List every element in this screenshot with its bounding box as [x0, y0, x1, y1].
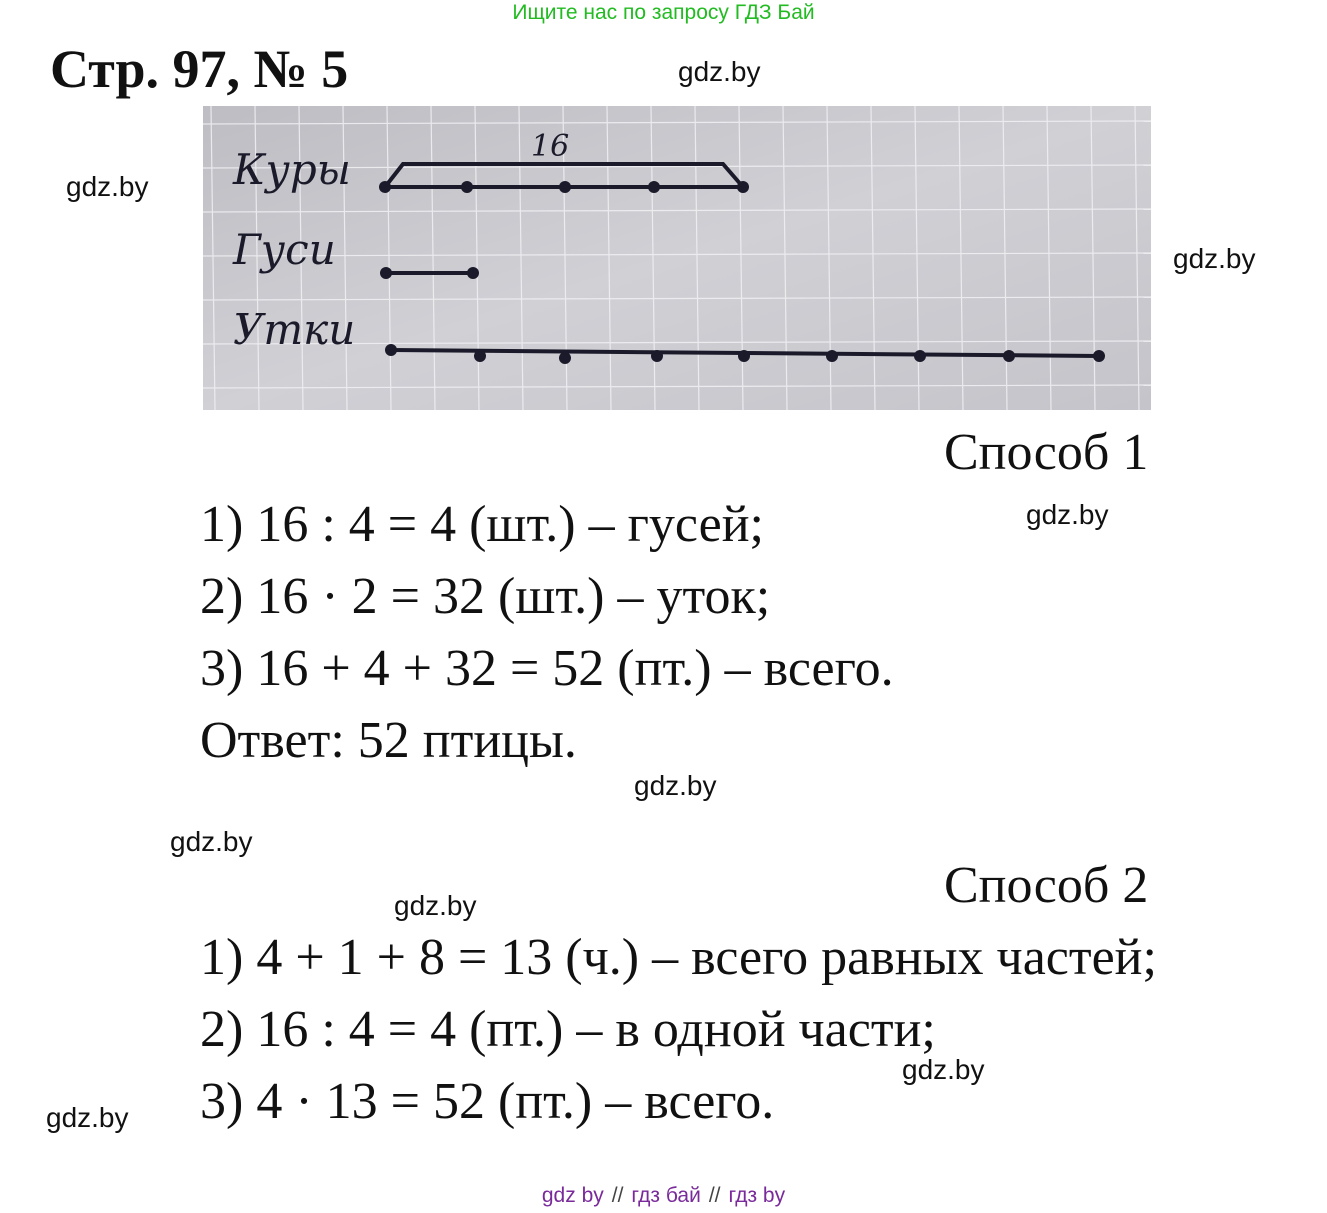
method2-step1: 1) 4 + 1 + 8 = 13 (ч.) – всего равных частей; — [200, 929, 1157, 986]
label-ducks: Утки — [233, 305, 356, 354]
notebook-photo — [203, 106, 1151, 410]
footer-link-gdz-by-ru[interactable]: гдз by — [728, 1184, 786, 1207]
watermark: gdz.by — [46, 1102, 129, 1133]
method2-step3: 3) 4 · 13 = 52 (пт.) – всего. — [200, 1073, 775, 1130]
watermark: gdz.by — [394, 890, 477, 921]
page-title: Стр. 97, № 5 — [50, 39, 349, 99]
label-chickens: Куры — [233, 145, 351, 194]
footer-separator: // — [611, 1184, 624, 1207]
watermark: gdz.by — [66, 171, 149, 202]
method1-step2: 2) 16 · 2 = 32 (шт.) – уток; — [200, 568, 771, 625]
method2-step2: 2) 16 : 4 = 4 (пт.) – в одной части; — [200, 1001, 936, 1058]
method2-title: Способ 2 — [944, 857, 1149, 914]
watermark: gdz.by — [170, 826, 253, 857]
watermark: gdz.by — [902, 1054, 985, 1085]
watermark: gdz.by — [634, 770, 717, 801]
footer-link-gdz-bai[interactable]: гдз бай — [631, 1184, 701, 1207]
search-banner[interactable]: Ищите нас по запросу ГДЗ Бай — [512, 1, 815, 24]
watermark: gdz.by — [1026, 499, 1109, 530]
method1-step1: 1) 16 : 4 = 4 (шт.) – гусей; — [200, 496, 764, 553]
footer-link-gdz-by[interactable]: gdz by — [541, 1184, 604, 1207]
method1-answer: Ответ: 52 птицы. — [200, 712, 577, 769]
watermark: gdz.by — [678, 56, 761, 87]
label-sixteen: 16 — [531, 129, 570, 164]
label-geese: Гуси — [233, 225, 336, 274]
method1-title: Способ 1 — [944, 424, 1149, 481]
footer-links — [0, 1182, 1327, 1210]
watermark: gdz.by — [1173, 243, 1256, 274]
method1-step3: 3) 16 + 4 + 32 = 52 (пт.) – всего. — [200, 640, 894, 697]
footer-separator: // — [708, 1184, 721, 1207]
